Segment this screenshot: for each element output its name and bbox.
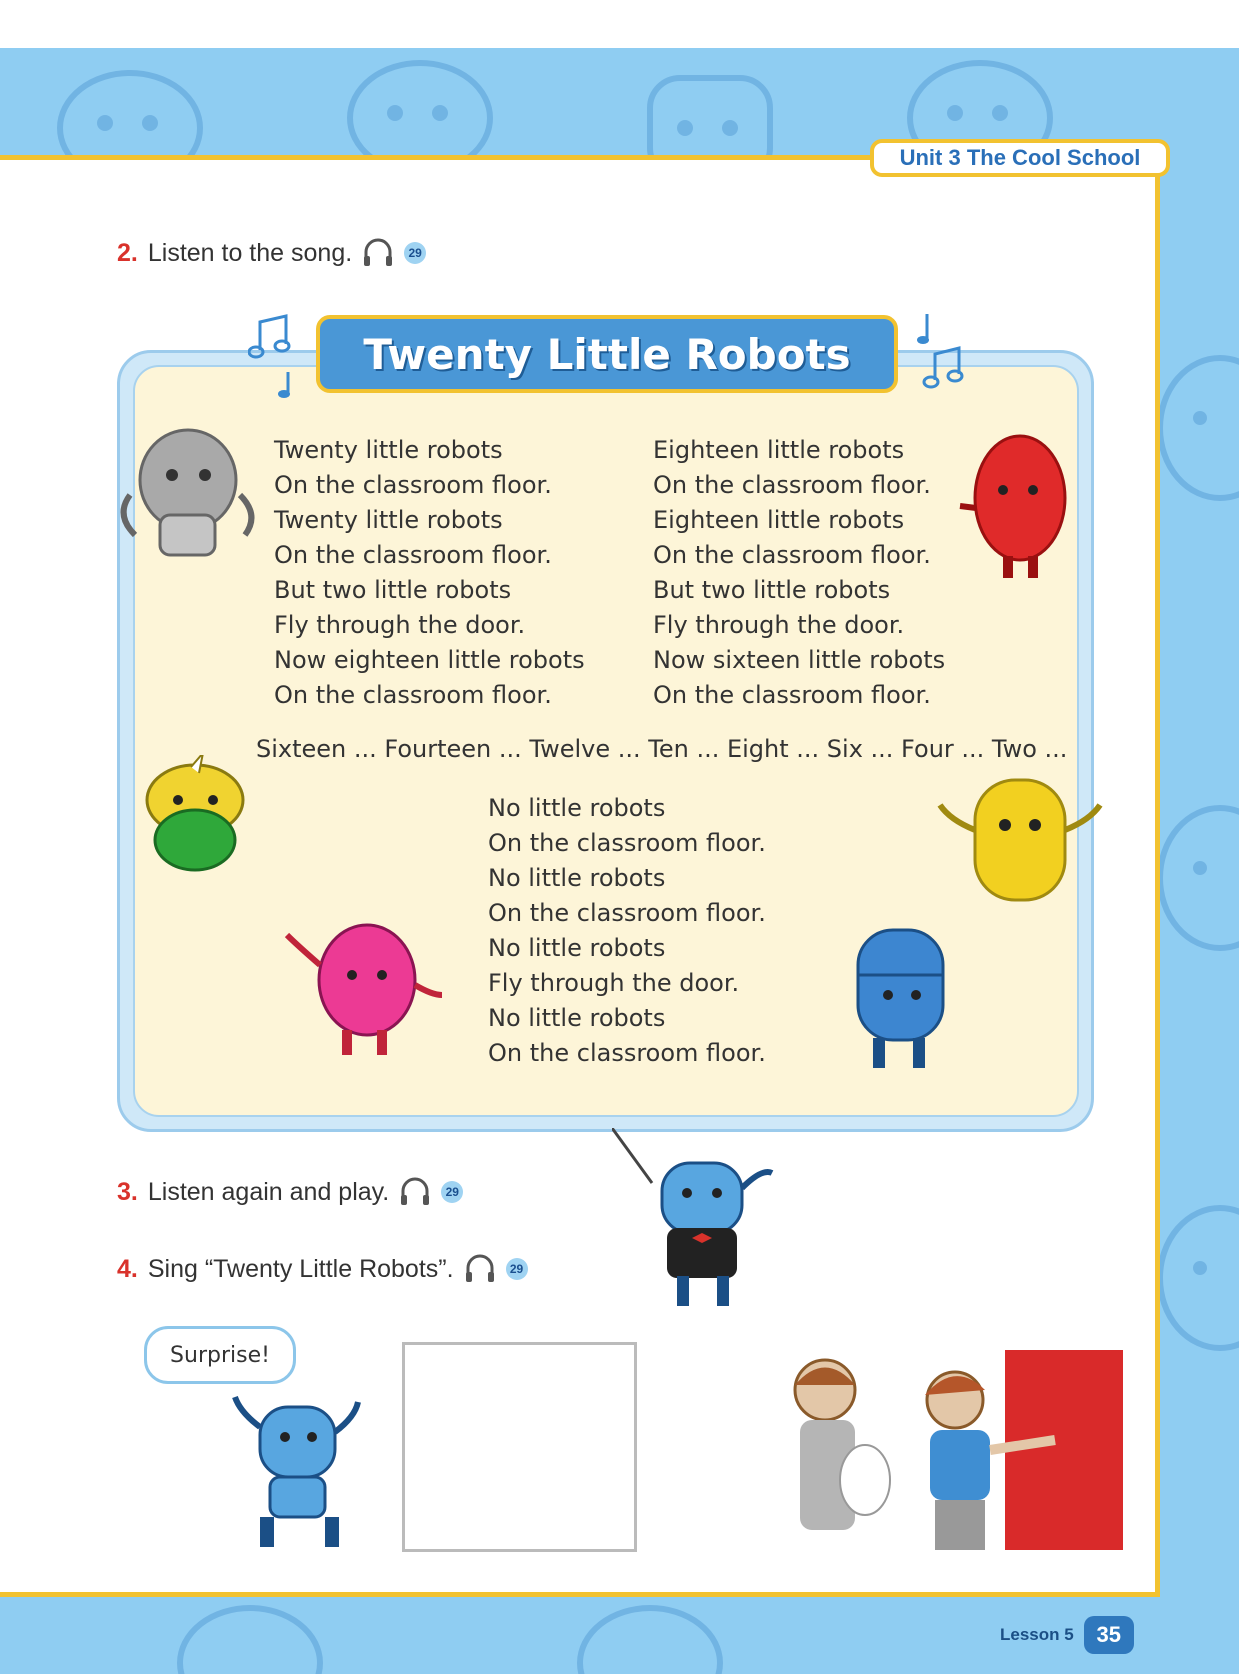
headphones-icon[interactable] [464,1254,496,1284]
music-note-icon [905,310,965,400]
lyric-line: On the classroom floor. [274,541,552,569]
audio-track-badge: 29 [506,1258,528,1280]
exercise-4 [117,1254,528,1284]
blue-robot-illustration [818,920,978,1080]
song-countdown-line: Sixteen ... Fourteen ... Twelve ... Ten ... Eight ... Six ... Four ... Two ... [256,735,1068,763]
background-robot-pattern [550,1593,750,1674]
background-robot-pattern [1150,348,1239,508]
background-robot-pattern [1150,1198,1239,1358]
lyric-line: No little robots [488,794,666,822]
page-footer [1000,1616,1134,1654]
lyric-line: On the classroom floor. [274,681,552,709]
yellow-robot-illustration [935,770,1105,920]
pink-robot-illustration [282,915,452,1065]
exercise-instruction: Listen again and play. [147,1177,390,1206]
music-note-icon [248,310,298,400]
unit-label: Unit 3 The Cool School [870,139,1170,177]
lyric-line: Twenty little robots [274,506,503,534]
lyric-line: Fly through the door. [274,611,526,639]
lyric-line: No little robots [488,934,666,962]
lyric-line: Eighteen little robots [653,506,905,534]
song-title: Twenty Little Robots [316,315,898,393]
exercise-2 [117,238,426,268]
audio-track-badge: 29 [404,242,426,264]
lyric-line: On the classroom floor. [653,681,931,709]
exercise-number: 4. [117,1254,138,1283]
red-robot-illustration [958,428,1078,583]
conductor-robot-illustration [612,1128,792,1318]
lyric-line: Twenty little robots [274,436,503,464]
lyric-line: But two little robots [653,576,891,604]
drawing-box[interactable] [402,1342,637,1552]
lyric-line: Fly through the door. [488,969,740,997]
speech-bubble: Surprise! [144,1326,296,1384]
children-with-cat-illustration [765,1350,1123,1550]
green-robot-illustration [133,755,258,885]
background-robot-pattern [1150,798,1239,958]
exercise-instruction: Listen to the song. [147,238,353,267]
lesson-label: Lesson 5 [1000,1625,1074,1644]
lyric-line: On the classroom floor. [488,899,766,927]
headphones-icon[interactable] [362,238,394,268]
lyric-line: No little robots [488,1004,666,1032]
lyric-line: On the classroom floor. [274,471,552,499]
lyric-line: No little robots [488,864,666,892]
page-number: 35 [1084,1616,1134,1654]
lyric-line: Now sixteen little robots [653,646,946,674]
exercise-instruction: Sing “Twenty Little Robots”. [147,1254,454,1283]
lyric-line: On the classroom floor. [488,1039,766,1067]
surprised-robot-illustration [230,1392,380,1557]
lyric-line: On the classroom floor. [653,471,931,499]
song-verse-2 [653,433,945,713]
exercise-number: 2. [117,238,138,267]
grey-robot-illustration [110,415,260,575]
headphones-icon[interactable] [399,1177,431,1207]
exercise-number: 3. [117,1177,138,1206]
lyric-line: Now eighteen little robots [274,646,585,674]
lyric-line: Eighteen little robots [653,436,905,464]
lyric-line: On the classroom floor. [653,541,931,569]
audio-track-badge: 29 [441,1181,463,1203]
song-verse-1 [274,433,585,713]
song-verse-3 [488,791,766,1071]
background-robot-pattern [150,1593,350,1674]
lyric-line: On the classroom floor. [488,829,766,857]
lyric-line: Fly through the door. [653,611,905,639]
exercise-3 [117,1177,463,1207]
lyric-line: But two little robots [274,576,512,604]
